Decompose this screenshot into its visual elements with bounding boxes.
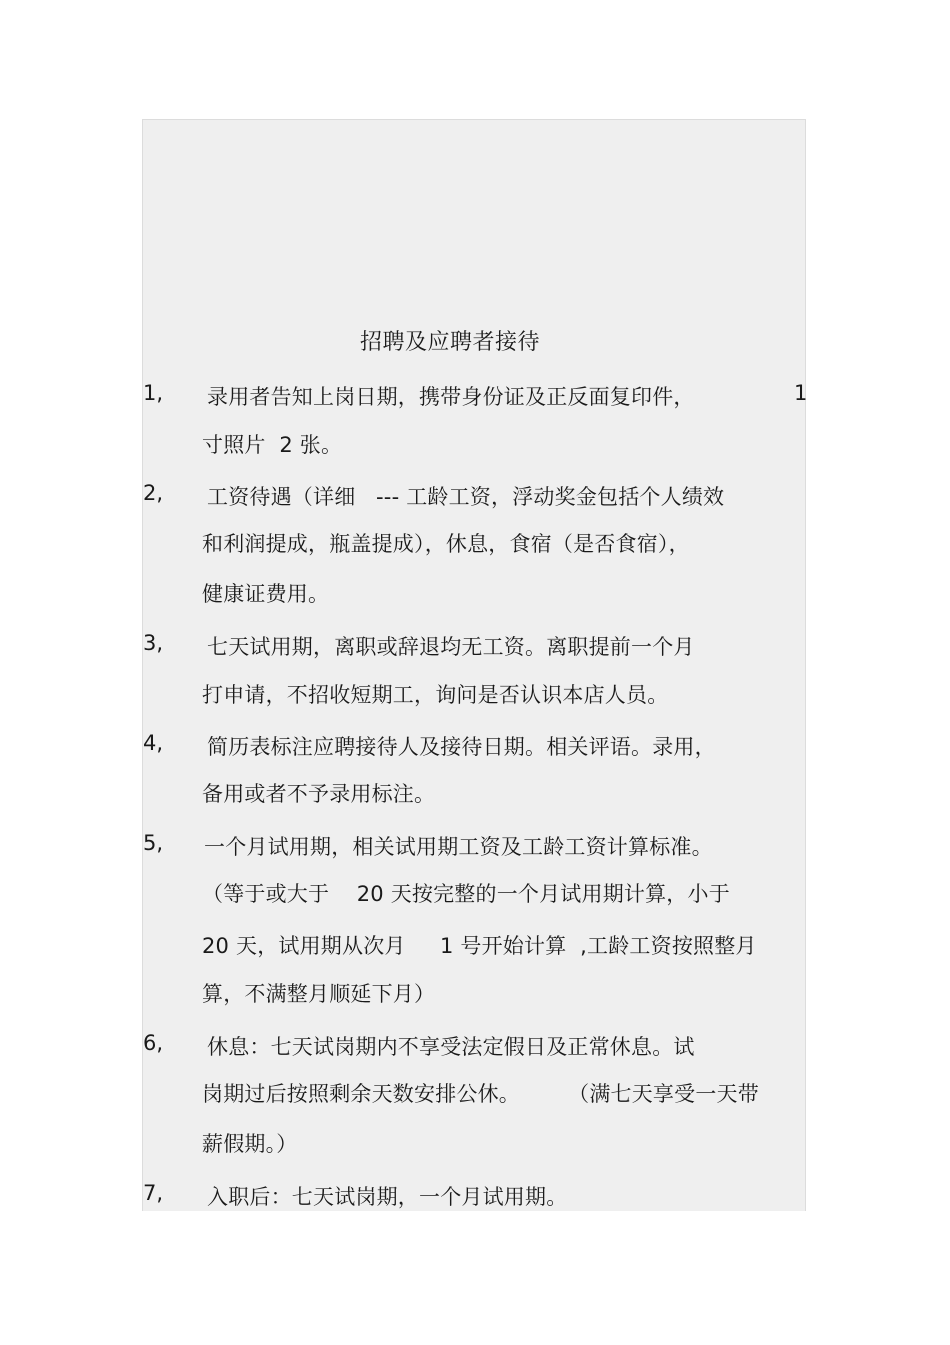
item-continuation-number: 1 (794, 381, 808, 405)
item-text-line: 健康证费用。 (202, 582, 330, 606)
item-text-line: 工资待遇（详细 --- 工龄工资，浮动奖金包括个人绩效 (207, 485, 725, 509)
item-text-line: 20 天，试用期从次月 1 号开始计算 ,工龄工资按照整月 (202, 934, 757, 958)
item-number: 1, (143, 381, 164, 405)
item-text-line: 简历表标注应聘接待人及接待日期。相关评语。录用， (207, 735, 716, 759)
item-text-line: 入职后：七天试岗期，一个月试用期。 (207, 1185, 568, 1209)
item-text-line: 备用或者不予录用标注。 (202, 782, 436, 806)
item-text-line: （等于或大于 20 天按完整的一个月试用期计算，小于 (202, 882, 730, 906)
item-text-line: 录用者告知上岗日期，携带身份证及正反面复印件， (207, 385, 695, 409)
item-number: 3, (143, 631, 164, 655)
item-text-line: 休息：七天试岗期内不享受法定假日及正常休息。试 (207, 1035, 695, 1059)
item-text-line: 打申请，不招收短期工，询问是否认识本店人员。 (202, 683, 669, 707)
item-text-line: 和利润提成，瓶盖提成），休息，食宿（是否食宿）， (202, 532, 690, 556)
item-number: 4, (143, 731, 164, 755)
item-number: 5, (143, 831, 164, 855)
item-text-line: 薪假期。） (202, 1132, 298, 1156)
item-text-line: 寸照片 2 张。 (202, 433, 343, 457)
item-text-line: 算，不满整月顺延下月） (202, 982, 436, 1006)
item-number: 2, (143, 481, 164, 505)
item-number: 6, (143, 1031, 164, 1055)
item-text-line: 七天试用期，离职或辞退均无工资。离职提前一个月 (207, 635, 695, 659)
item-number: 7, (143, 1181, 164, 1205)
document-title: 招聘及应聘者接待 (360, 330, 541, 355)
item-text-line: 岗期过后按照剩余天数安排公休。 （满七天享受一天带 (202, 1082, 759, 1106)
item-text-line: 一个月试用期，相关试用期工资及工龄工资计算标准。 (204, 835, 713, 859)
